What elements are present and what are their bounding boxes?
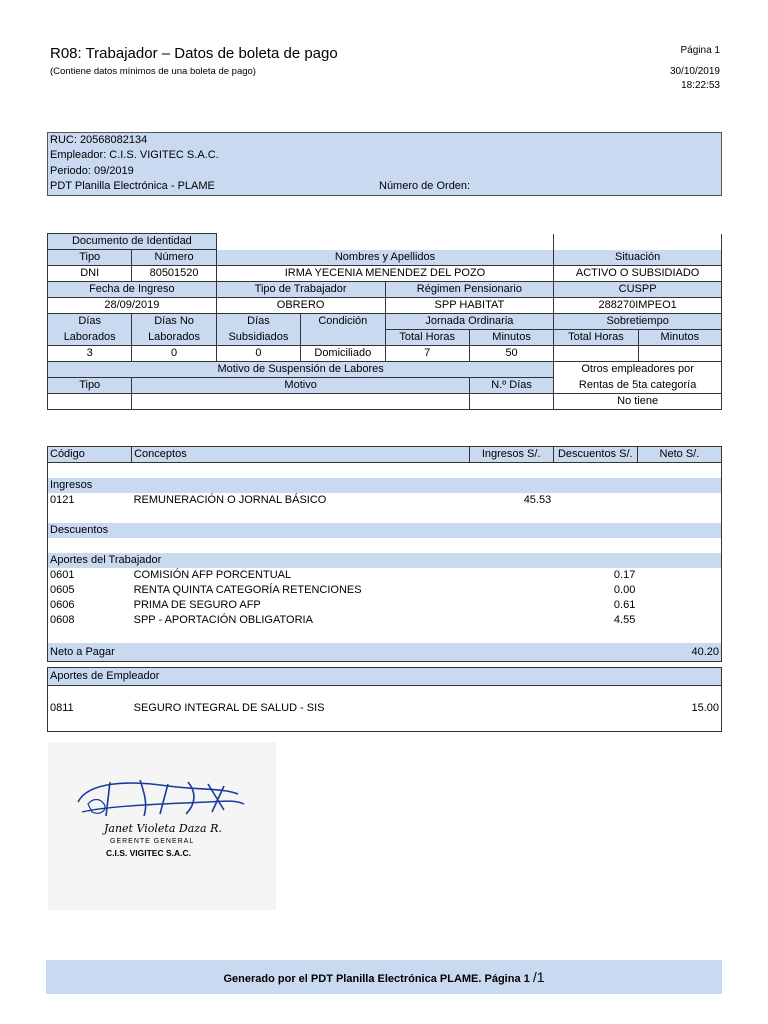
net-pay-value: 40.20 bbox=[637, 643, 721, 662]
days-worked-label-1: Días bbox=[48, 314, 132, 330]
other-employers-label-1: Otros empleadores por bbox=[554, 362, 722, 378]
worker-type-value: OBRERO bbox=[216, 298, 385, 314]
concept-name: SPP - APORTACIÓN OBLIGATORIA bbox=[133, 614, 313, 626]
days-subsidized-label-2: Subsidiados bbox=[216, 330, 300, 346]
days-subsidized-label-1: Días bbox=[216, 314, 300, 330]
suspension-days-value bbox=[469, 394, 553, 410]
code-header: Código bbox=[48, 447, 132, 463]
days-not-worked-label-2: Laborados bbox=[132, 330, 216, 346]
ordinary-hours-label: Jornada Ordinaria bbox=[385, 314, 554, 330]
concept-code: 0601 bbox=[50, 569, 75, 581]
concept-name: RENTA QUINTA CATEGORÍA RETENCIONES bbox=[133, 584, 362, 596]
income-header: Ingresos S/. bbox=[469, 447, 553, 463]
days-subsidized-value: 0 bbox=[216, 346, 300, 362]
days-not-worked-value: 0 bbox=[132, 346, 216, 362]
discount-value: 0.00 bbox=[613, 584, 636, 596]
signer-role: GERENTE GENERAL bbox=[110, 838, 195, 845]
minutes-label: Minutos bbox=[469, 330, 553, 346]
concepts-table bbox=[47, 446, 722, 662]
concept-name: SEGURO INTEGRAL DE SALUD - SIS bbox=[133, 702, 325, 714]
pdt-label: PDT Planilla Electrónica - PLAME bbox=[50, 180, 215, 192]
concept-code: 0608 bbox=[50, 614, 75, 626]
overtime-minutes-label: Minutos bbox=[638, 330, 721, 346]
cuspp-label: CUSPP bbox=[554, 282, 722, 298]
signer-name: Janet Violeta Daza R. bbox=[104, 822, 222, 835]
names-value: IRMA YECENIA MENENDEZ DEL POZO bbox=[216, 266, 554, 282]
concept-code: 0606 bbox=[50, 599, 75, 611]
situation-value: ACTIVO O SUBSIDIADO bbox=[554, 266, 722, 282]
contrib-value: 15.00 bbox=[691, 702, 719, 714]
concept-name: COMISIÓN AFP PORCENTUAL bbox=[133, 569, 292, 581]
employer-name: Empleador: C.I.S. VIGITEC S.A.C. bbox=[50, 149, 219, 161]
other-employers-label-2: Rentas de 5ta categoría bbox=[554, 378, 722, 394]
net-header: Neto S/. bbox=[637, 447, 721, 463]
pension-regime-label: Régimen Pensionario bbox=[385, 282, 554, 298]
table-row bbox=[48, 583, 722, 598]
doc-type-label: Tipo bbox=[48, 250, 132, 266]
doc-identity-label: Documento de Identidad bbox=[48, 234, 217, 250]
cuspp-value: 288270IMPEO1 bbox=[554, 298, 722, 314]
table-row bbox=[48, 568, 722, 583]
days-worked-value: 3 bbox=[48, 346, 132, 362]
days-not-worked-label-1: Días No bbox=[132, 314, 216, 330]
order-number-label: Número de Orden: bbox=[379, 180, 471, 192]
employer-info-box bbox=[47, 132, 722, 196]
pension-regime-value: SPP HABITAT bbox=[385, 298, 554, 314]
worker-contrib-section: Aportes del Trabajador bbox=[48, 553, 722, 568]
concept-name: PRIMA DE SEGURO AFP bbox=[133, 599, 261, 611]
period: Periodo: 09/2019 bbox=[50, 165, 134, 177]
discounts-section: Descuentos bbox=[48, 523, 722, 538]
footer-total-pages: /1 bbox=[532, 969, 545, 985]
condition-value: Domiciliado bbox=[301, 346, 385, 362]
report-subtitle: (Contiene datos mínimos de una boleta de pago) bbox=[50, 66, 256, 77]
condition-label: Condición bbox=[301, 314, 385, 330]
concepts-header: Conceptos bbox=[132, 447, 470, 463]
discount-value: 0.17 bbox=[613, 569, 636, 581]
table-row bbox=[48, 701, 722, 716]
total-hours-value: 7 bbox=[385, 346, 469, 362]
overtime-hours-value bbox=[554, 346, 638, 362]
footer bbox=[46, 960, 722, 994]
report-time: 18:22:53 bbox=[681, 80, 720, 91]
situation-label: Situación bbox=[554, 250, 722, 266]
discount-value: 0.61 bbox=[613, 599, 636, 611]
overtime-label: Sobretiempo bbox=[554, 314, 722, 330]
suspension-motive-label: Motivo bbox=[132, 378, 470, 394]
suspension-type-value bbox=[48, 394, 132, 410]
income-section: Ingresos bbox=[48, 478, 722, 493]
ruc: RUC: 20568082134 bbox=[50, 134, 148, 146]
employer-contrib-table bbox=[47, 667, 722, 732]
footer-text: Generado por el PDT Planilla Electrónica PLAME. Página 1 bbox=[223, 973, 533, 985]
concept-code: 0605 bbox=[50, 584, 75, 596]
minutes-value: 50 bbox=[469, 346, 553, 362]
blank-cell bbox=[216, 234, 554, 250]
table-row bbox=[48, 493, 722, 508]
signature-stamp bbox=[48, 742, 276, 910]
blank-cell bbox=[554, 234, 722, 250]
worker-type-label: Tipo de Trabajador bbox=[216, 282, 385, 298]
entry-date-label: Fecha de Ingreso bbox=[48, 282, 217, 298]
income-value: 45.53 bbox=[523, 494, 552, 506]
total-hours-label: Total Horas bbox=[385, 330, 469, 346]
report-title: R08: Trabajador – Datos de boleta de pago bbox=[50, 45, 338, 62]
employer-contrib-header: Aportes de Empleador bbox=[48, 668, 722, 686]
worker-data-table bbox=[47, 233, 722, 410]
discount-value: 4.55 bbox=[613, 614, 636, 626]
signer-company: C.I.S. VIGITEC S.A.C. bbox=[106, 848, 192, 858]
discount-header: Descuentos S/. bbox=[553, 447, 637, 463]
page-number: Página 1 bbox=[680, 45, 720, 56]
suspension-reason-label: Motivo de Suspensión de Labores bbox=[48, 362, 554, 378]
doc-number-value: 80501520 bbox=[132, 266, 216, 282]
concept-name: REMUNERACIÓN O JORNAL BÁSICO bbox=[133, 494, 327, 506]
concept-code: 0121 bbox=[50, 494, 75, 506]
days-worked-label-2: Laborados bbox=[48, 330, 132, 346]
suspension-motive-value bbox=[132, 394, 470, 410]
doc-number-label: Número bbox=[132, 250, 216, 266]
overtime-hours-label: Total Horas bbox=[554, 330, 638, 346]
concept-code: 0811 bbox=[50, 702, 74, 714]
entry-date-value: 28/09/2019 bbox=[48, 298, 217, 314]
table-row bbox=[48, 613, 722, 628]
suspension-days-label: N.º Días bbox=[469, 378, 553, 394]
table-row bbox=[48, 598, 722, 613]
overtime-minutes-value bbox=[638, 346, 721, 362]
condition-label-blank bbox=[301, 330, 385, 346]
report-date: 30/10/2019 bbox=[669, 66, 720, 77]
other-employers-value: No tiene bbox=[554, 394, 722, 410]
doc-type-value: DNI bbox=[48, 266, 132, 282]
names-label: Nombres y Apellidos bbox=[216, 250, 554, 266]
net-pay-label: Neto a Pagar bbox=[48, 643, 638, 662]
suspension-type-label: Tipo bbox=[48, 378, 132, 394]
